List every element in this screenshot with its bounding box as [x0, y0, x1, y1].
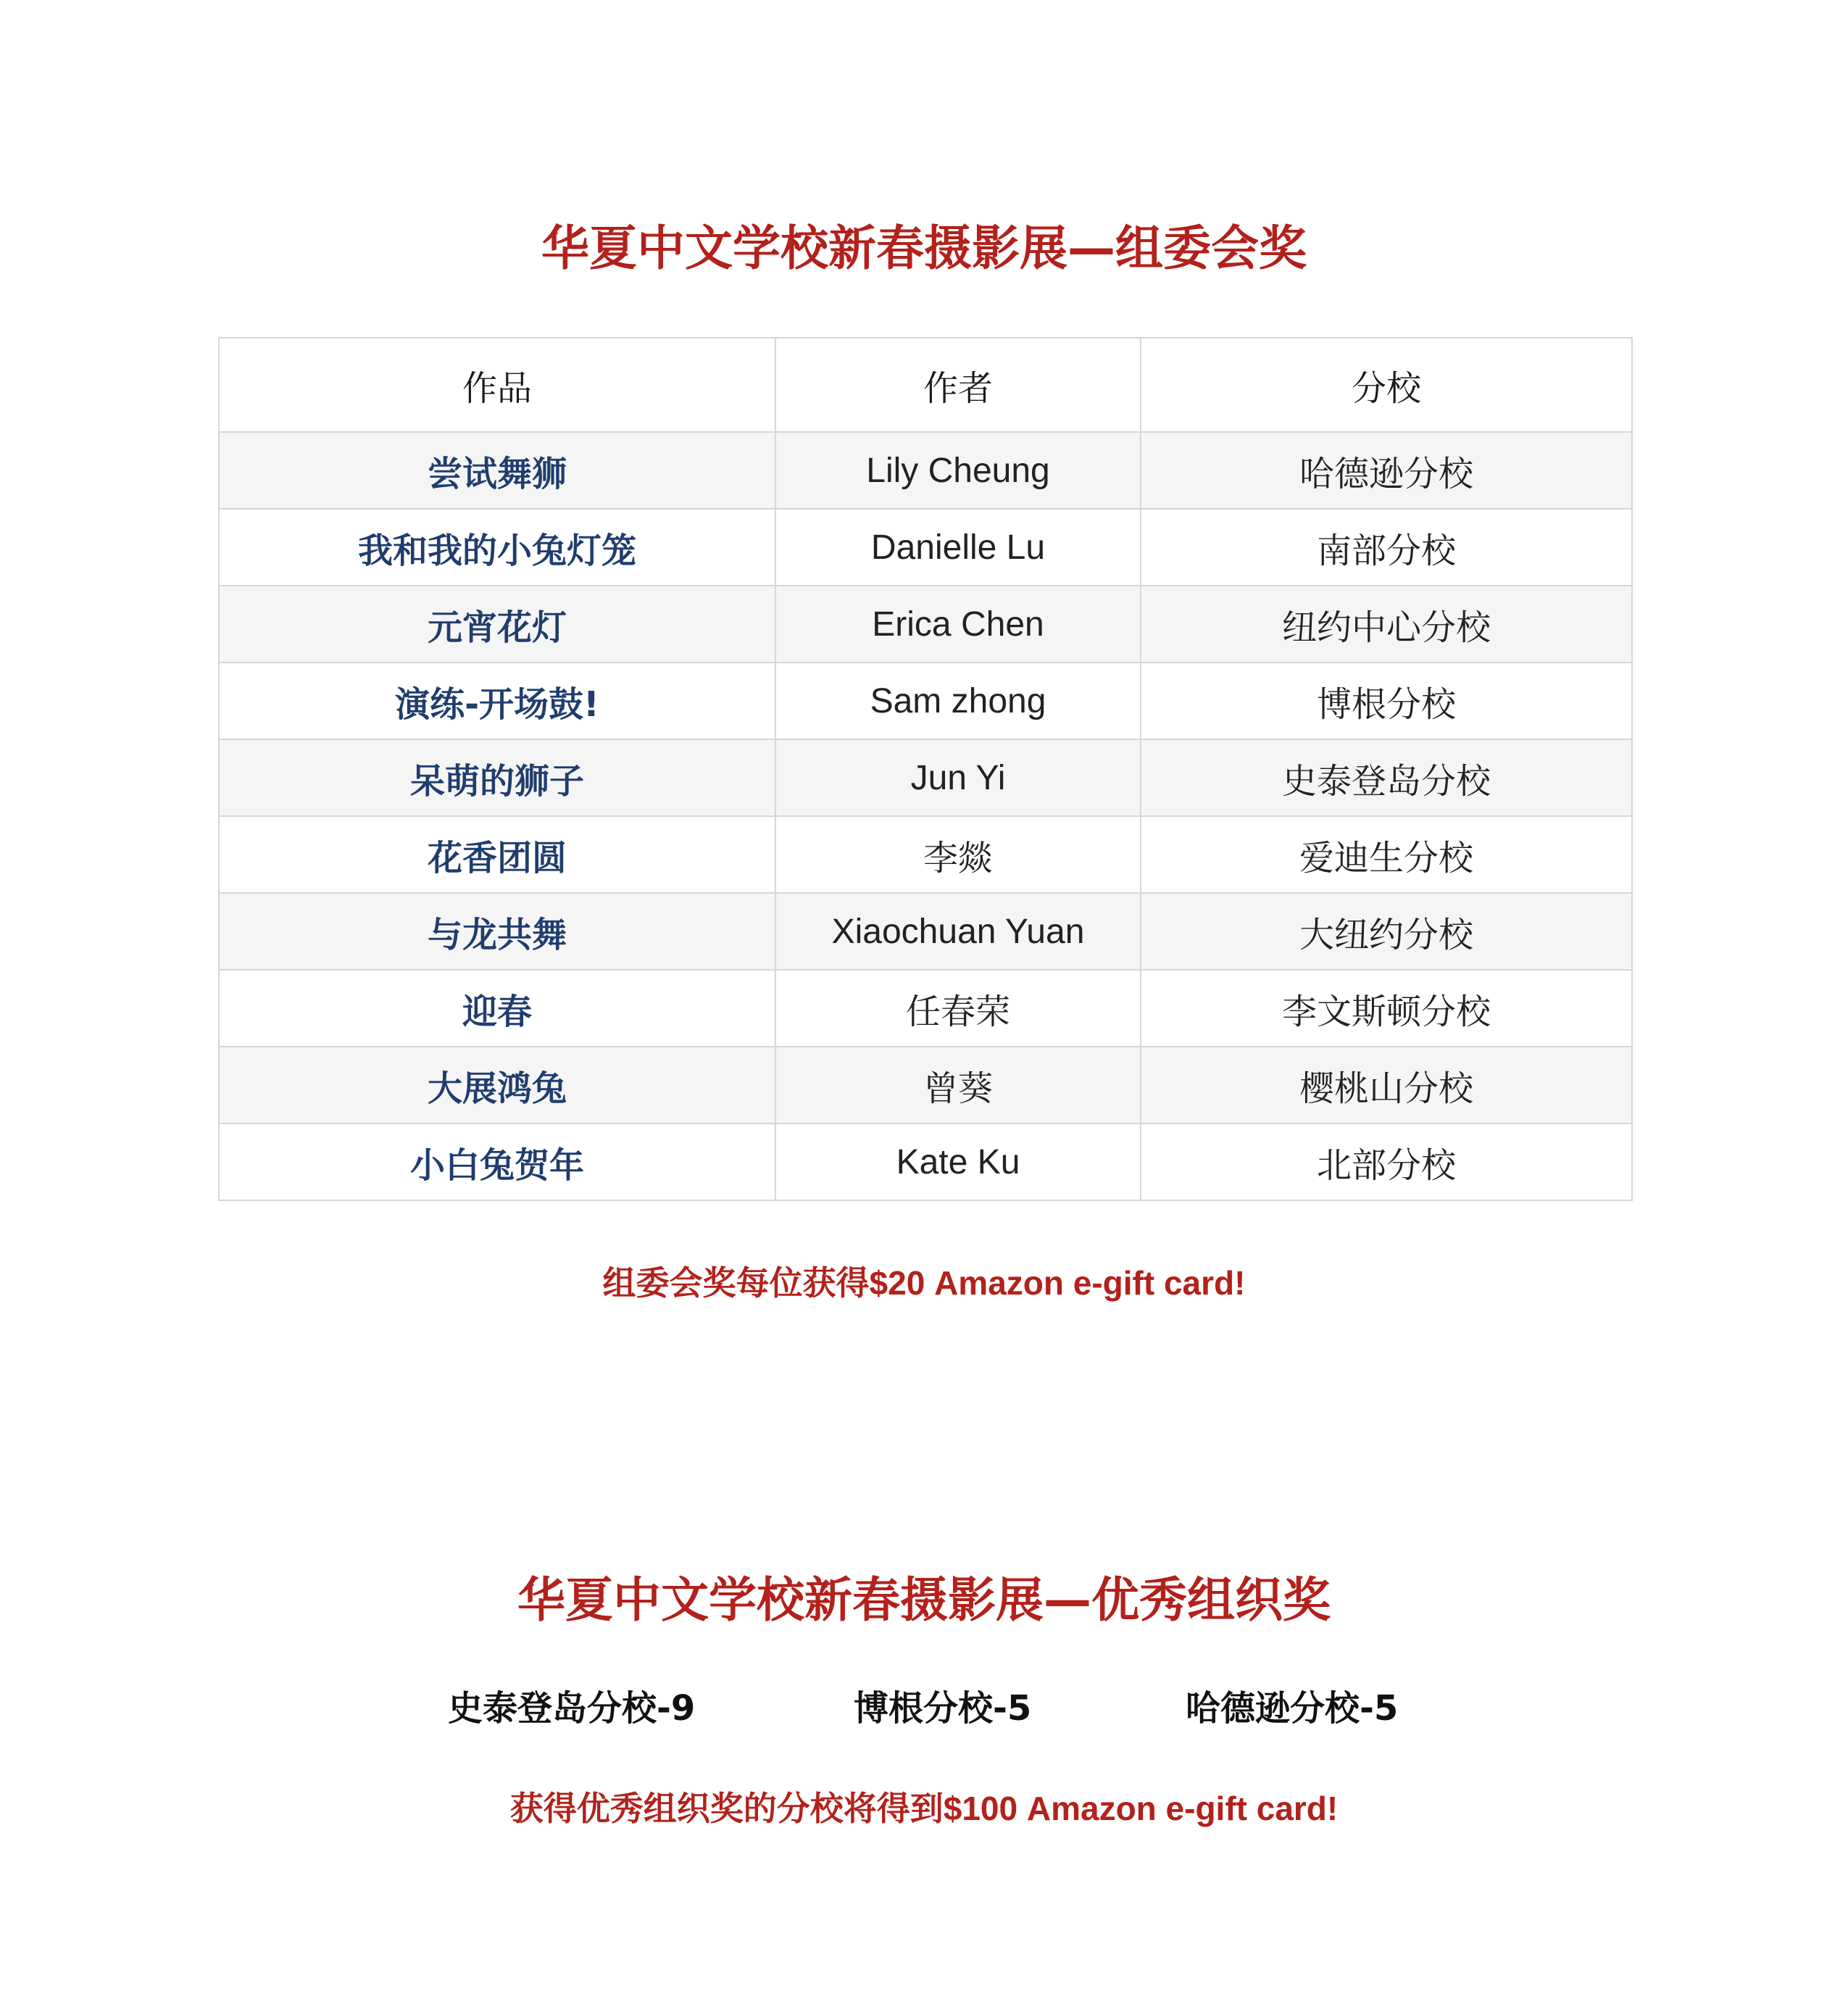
table-row — [219, 586, 1632, 662]
committee-award-table — [218, 337, 1633, 1201]
table-row — [219, 893, 1632, 970]
branch-cell: 大纽约分校 — [1141, 893, 1632, 970]
author-cell: 任春荣 — [775, 970, 1141, 1047]
author-cell: Danielle Lu — [775, 509, 1141, 586]
branch-cell: 樱桃山分校 — [1141, 1047, 1632, 1123]
work-cell: 呆萌的狮子 — [219, 739, 775, 816]
work-cell: 演练-开场鼓! — [219, 662, 775, 739]
winning-branch: 史泰登岛分校-9 — [448, 1688, 696, 1729]
work-cell: 小白兔贺年 — [219, 1123, 775, 1200]
table-row — [219, 816, 1632, 893]
header-work: 作品 — [219, 338, 775, 432]
winning-branch: 哈德逊分校-5 — [1186, 1688, 1399, 1729]
committee-award-title: 华夏中文学校新春摄影展—组委会奖 — [541, 220, 1307, 276]
table-row — [219, 970, 1632, 1047]
work-cell: 尝试舞狮 — [219, 432, 775, 509]
committee-award-note: 组委会奖每位获得$20 Amazon e-gift card! — [602, 1264, 1246, 1302]
author-cell: 曾葵 — [775, 1047, 1141, 1123]
author-cell: Lily Cheung — [775, 432, 1141, 509]
winning-branch: 博根分校-5 — [854, 1688, 1032, 1729]
branch-cell: 北部分校 — [1141, 1123, 1632, 1200]
author-cell: 李燚 — [775, 816, 1141, 893]
branch-cell: 博根分校 — [1141, 662, 1632, 739]
table-row — [219, 1047, 1632, 1123]
work-cell: 大展鸿兔 — [219, 1047, 775, 1123]
work-cell: 元宵花灯 — [219, 586, 775, 662]
author-cell: Sam zhong — [775, 662, 1141, 739]
work-cell: 迎春 — [219, 970, 775, 1047]
author-cell: Kate Ku — [775, 1123, 1141, 1200]
branch-cell: 纽约中心分校 — [1141, 586, 1632, 662]
organization-award-note: 获得优秀组织奖的分校将得到$100 Amazon e-gift card! — [509, 1790, 1339, 1827]
work-cell: 我和我的小兔灯笼 — [219, 509, 775, 586]
branch-cell: 史泰登岛分校 — [1141, 739, 1632, 816]
table-row — [219, 739, 1632, 816]
table-row — [219, 662, 1632, 739]
table-row — [219, 432, 1632, 509]
branch-cell: 南部分校 — [1141, 509, 1632, 586]
organization-award-title: 华夏中文学校新春摄影展—优秀组织奖 — [517, 1572, 1331, 1628]
branch-cell: 李文斯顿分校 — [1141, 970, 1632, 1047]
author-cell: Erica Chen — [775, 586, 1141, 662]
branch-cell: 哈德逊分校 — [1141, 432, 1632, 509]
author-cell: Xiaochuan Yuan — [775, 893, 1141, 970]
table-row — [219, 509, 1632, 586]
work-cell: 花香团圆 — [219, 816, 775, 893]
branch-cell: 爱迪生分校 — [1141, 816, 1632, 893]
author-cell: Jun Yi — [775, 739, 1141, 816]
work-cell: 与龙共舞 — [219, 893, 775, 970]
table-row — [219, 1123, 1632, 1200]
table-header-row — [219, 338, 1632, 432]
header-author: 作者 — [775, 338, 1141, 432]
header-branch: 分校 — [1141, 338, 1632, 432]
